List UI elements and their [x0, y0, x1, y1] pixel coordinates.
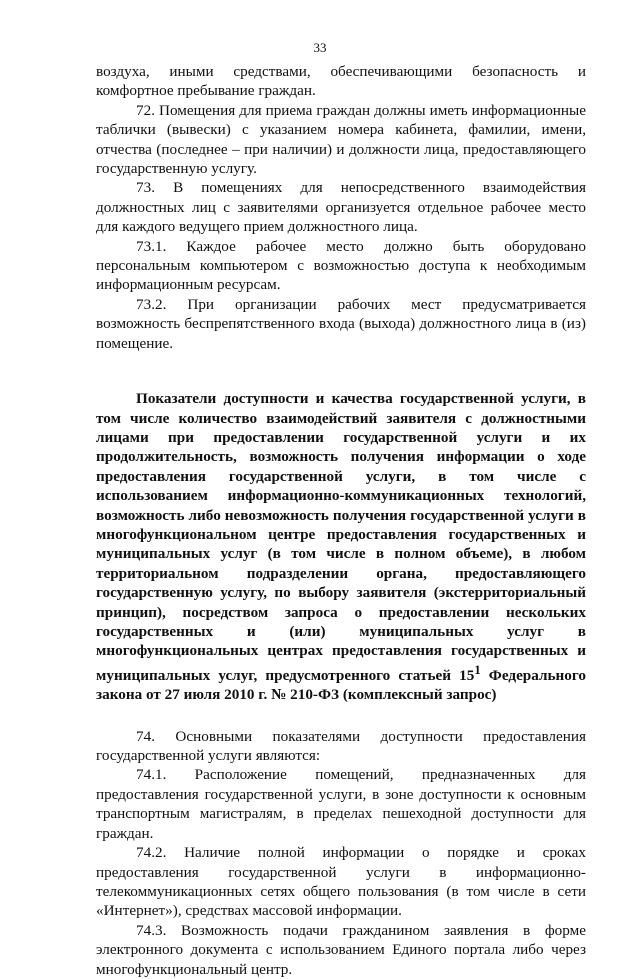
section-heading-text: Показатели доступности и качества государственной услуги, в том числе количество взаимодействий заявителя с должностными лицами при предоставлении государственной услуги и их продолжительность, возможность получения информации о ходе предоставления государственной услуги, в том числе с использованием информационно-коммуникационных технологий, возможность либо невозможность получения государственной услуги в многофункциональном центре предоставления государственных и муниципальных услуг (в том числе в полном объеме), в любом территориальном подразделении органа, предоставляющего государственную услугу, по выбору заявителя (экстерриториальный принцип), посредством запроса о предоставлении нескольких государственных и (или) муниципальных услуг в многофункциональных центрах предоставления государственных и муниципальных услуг, предусмотренного статьей 15: [96, 390, 586, 684]
paragraph-72: 72. Помещения для приема граждан должны иметь информационные таблички (вывески) с указанием номера кабинета, фамилии, имени, отчества (последнее – при наличии) и должности лица, предоставляющего государственную услугу.: [96, 101, 586, 178]
paragraph-74-2: 74.2. Наличие полной информации о порядке и сроках предоставления государственной услуги в информационно-телекоммуникационных сетях общего пользования (в том числе в сети «Интернет»), средствах массовой информации.: [96, 844, 586, 920]
paragraph-73-2: 73.2. При организации рабочих мест предусматривается возможность беспрепятственного входа (выхода) должностного лица в (из) помещение.: [96, 295, 586, 352]
paragraph-continuation: воздуха, иными средствами, обеспечивающими безопасность и комфортное пребывание граждан.: [96, 63, 586, 100]
section-heading: [96, 389, 586, 705]
page-number: 33: [313, 40, 327, 55]
paragraph-74-3: 74.3. Возможность подачи гражданином заявления в форме электронного документа с использованием Единого портала либо через многофункциональный центр.: [96, 921, 586, 978]
paragraph-73: 73. В помещениях для непосредственного взаимодействия должностных лиц с заявителями организуется отдельное рабочее место для каждого ведущего прием должностного лица.: [96, 179, 586, 236]
paragraph-73-1: 73.1. Каждое рабочее место должно быть оборудовано персональным компьютером с возможностью доступа к необходимым информационным ресурсам.: [96, 237, 586, 294]
section-heading-text-end: Федерального закона от 27 июля 2010 г. № 210-ФЗ (комплексный запрос): [96, 666, 586, 704]
paragraph-74: 74. Основными показателями доступности предоставления государственной услуги являются:: [96, 727, 586, 765]
paragraph-74-1: 74.1. Расположение помещений, предназначенных для предоставления государственной услуги, в зоне доступности к основным транспортным магистралям, в пределах пешеходной доступности для граждан.: [96, 766, 586, 842]
section-heading-sup: 1: [474, 662, 481, 677]
document-body: [96, 62, 586, 979]
